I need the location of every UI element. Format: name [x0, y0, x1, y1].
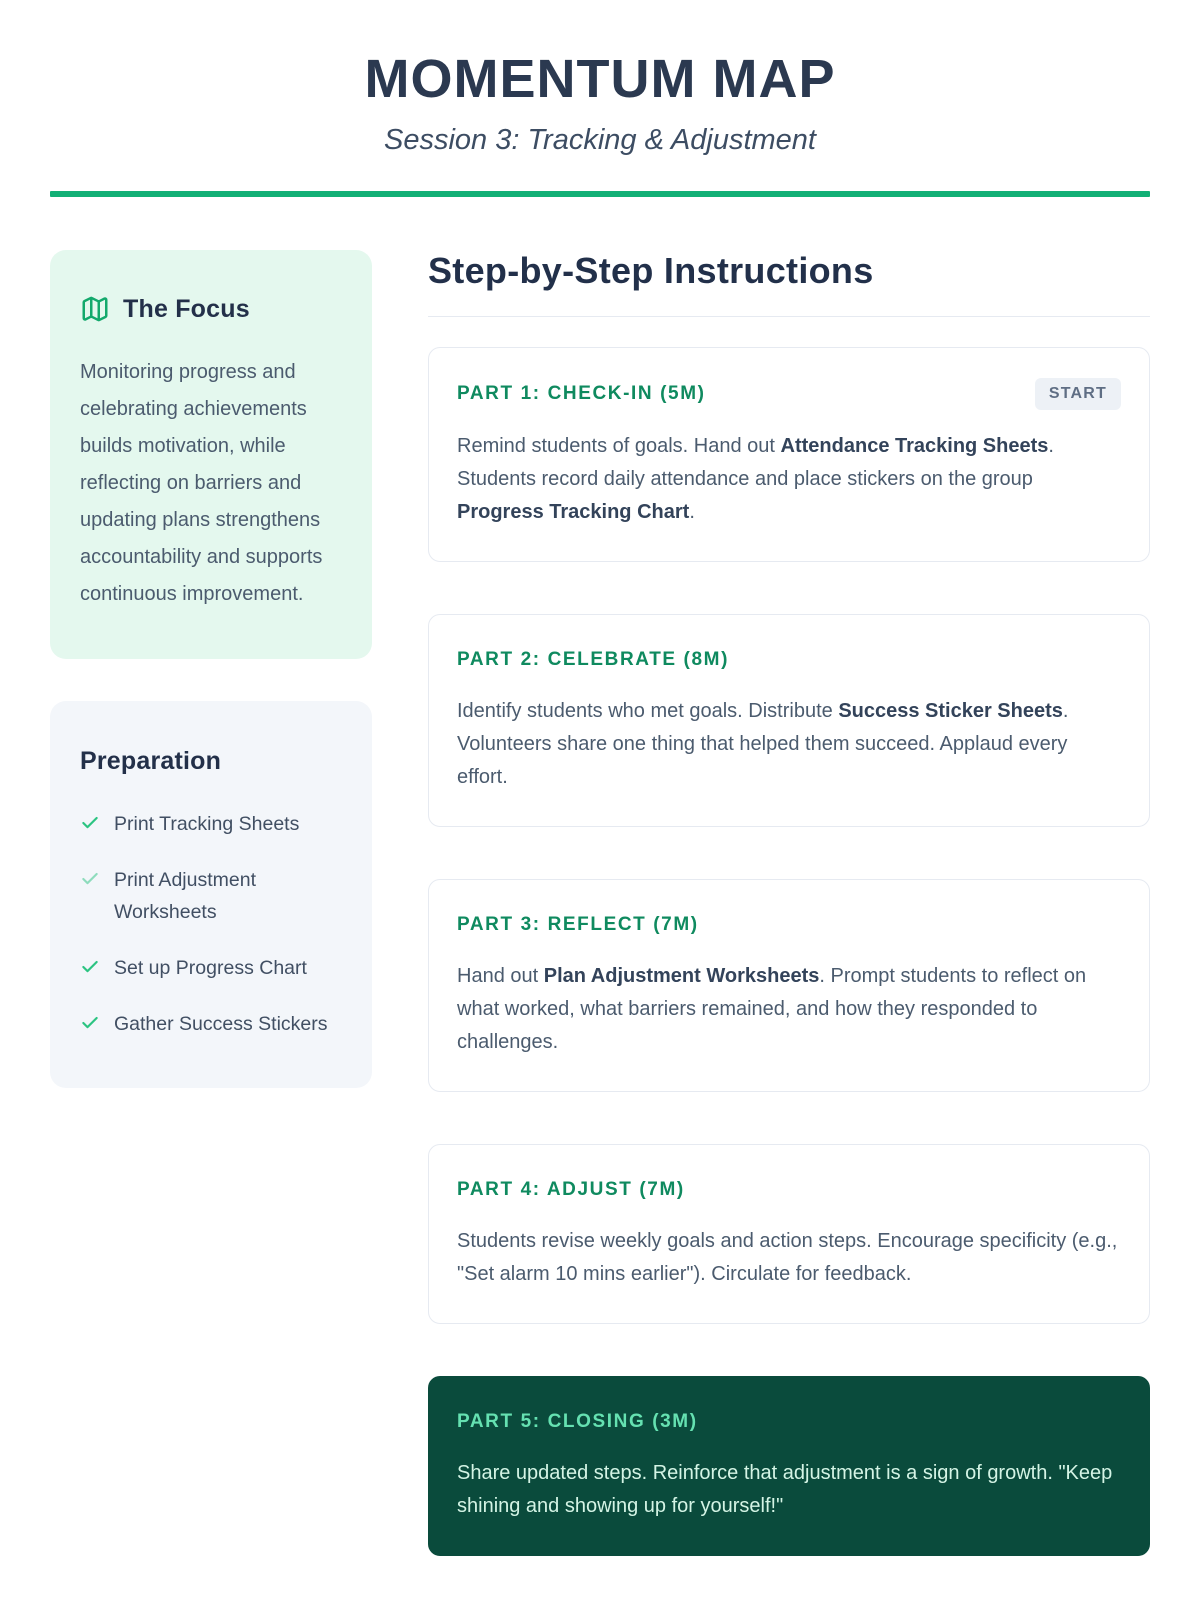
prep-item-label: Gather Success Stickers: [114, 1013, 328, 1035]
section-divider: [428, 316, 1150, 317]
map-icon: [80, 294, 110, 324]
step-header: [457, 1175, 1121, 1205]
main-column: [428, 250, 1150, 1556]
preparation-list: [80, 808, 342, 1040]
step-body: Share updated steps. Reinforce that adjustment is a sign of growth. "Keep shining and showing up for yourself!": [457, 1462, 1113, 1517]
check-icon: [80, 869, 100, 889]
step-label: PART 1: CHECK-IN (5M): [457, 383, 706, 404]
step-header: [457, 910, 1121, 940]
prep-item-label: Set up Progress Chart: [114, 957, 307, 979]
prep-item-label: Print Tracking Sheets: [114, 813, 300, 835]
prep-item: [80, 808, 342, 840]
steps-list: [428, 347, 1150, 1556]
step-body: Hand out Plan Adjustment Worksheets. Prompt students to reflect on what worked, what barriers remained, and how they responded to challenges.: [457, 965, 1087, 1053]
step-card-4: [428, 1144, 1150, 1324]
focus-card: [50, 250, 372, 659]
step-header: [457, 645, 1121, 675]
sidebar: [50, 250, 372, 1088]
step-card-3: [428, 879, 1150, 1092]
step-body: Remind students of goals. Hand out Attendance Tracking Sheets. Students record daily attendance and place stickers on the group Progress Tracking Chart.: [457, 435, 1054, 523]
preparation-card: [50, 701, 372, 1088]
prep-item: [80, 952, 342, 984]
step-body: Identify students who met goals. Distribute Success Sticker Sheets. Volunteers share one thing that helped them succeed. Applaud every effort.: [457, 700, 1069, 788]
step-label: PART 3: REFLECT (7M): [457, 914, 699, 935]
step-card-2: [428, 614, 1150, 827]
step-header: [457, 1407, 1121, 1437]
step-label: PART 2: CELEBRATE (8M): [457, 649, 729, 670]
prep-item-label: Print Adjustment Worksheets: [114, 869, 256, 923]
step-card-1: [428, 347, 1150, 562]
content: [50, 250, 1150, 1556]
step-header: [457, 378, 1121, 410]
prep-item: [80, 1008, 342, 1040]
step-card-5: [428, 1376, 1150, 1556]
header-accent-rule: [50, 191, 1150, 197]
step-label: PART 5: CLOSING (3M): [457, 1411, 698, 1432]
page-title: MOMENTUM MAP: [364, 49, 836, 109]
focus-title-row: [80, 294, 342, 324]
check-icon: [80, 813, 100, 833]
check-icon: [80, 957, 100, 977]
page-subtitle: Session 3: Tracking & Adjustment: [384, 124, 816, 156]
preparation-title: Preparation: [80, 747, 222, 775]
focus-body: Monitoring progress and celebrating achievements builds motivation, while reflecting on barriers and updating plans strengthens accountability and supports continuous improvement.: [80, 361, 323, 605]
prep-item: [80, 864, 342, 928]
header: [50, 30, 1150, 197]
step-body: Students revise weekly goals and action steps. Encourage specificity (e.g., "Set alarm 10 mins earlier"). Circulate for feedback.: [457, 1230, 1118, 1285]
check-icon: [80, 1013, 100, 1033]
step-label: PART 4: ADJUST (7M): [457, 1179, 685, 1200]
section-heading: Step-by-Step Instructions: [428, 250, 874, 291]
status-badge: START: [1035, 378, 1121, 410]
focus-title: The Focus: [123, 294, 250, 323]
